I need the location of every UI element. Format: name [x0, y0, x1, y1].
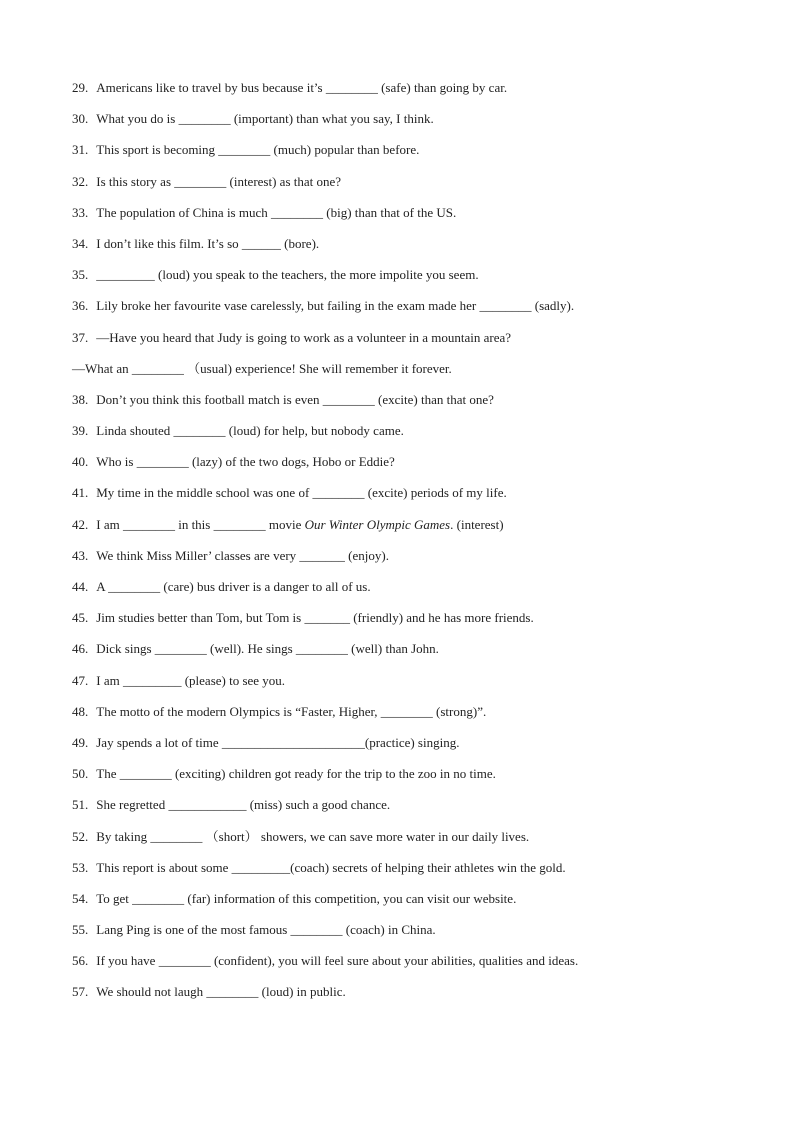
question-text: Dick sings ________ (well). He sings ________ (well) than John.: [96, 641, 439, 657]
question-number: 43.: [72, 547, 89, 563]
exercise-line: [72, 78, 732, 109]
question-text: To get ________ (far) information of this competition, you can visit our website.: [96, 890, 517, 906]
exercise-line: [72, 203, 732, 234]
question-text: Americans like to travel by bus because it’s ________ (safe) than going by car.: [96, 80, 508, 95]
question-text: This sport is becoming ________ (much) popular than before.: [96, 142, 420, 158]
question-number: 53.: [72, 859, 89, 875]
exercise-line: [72, 889, 732, 920]
question-text: The motto of the modern Olympics is “Faster, Higher, ________ (strong)”.: [96, 703, 487, 719]
question-number: 36.: [72, 298, 89, 314]
exercise-line: [72, 764, 732, 795]
exercise-line: [72, 452, 732, 483]
question-text: What you do is ________ (important) than what you say, I think.: [96, 111, 434, 127]
exercise-line: [72, 109, 732, 140]
exercise-sheet: [72, 78, 732, 1014]
question-number: 33.: [72, 204, 89, 220]
exercise-line: [72, 858, 732, 889]
question-text: I don’t like this film. It’s so ______ (bore).: [96, 235, 320, 251]
question-number: 46.: [72, 641, 89, 657]
question-text: Is this story as ________ (interest) as that one?: [96, 173, 342, 189]
movie-title: Our Winter Olympic Games: [304, 516, 451, 532]
question-number: 45.: [72, 610, 89, 626]
exercise-line: [72, 390, 732, 421]
exercise-line: [72, 234, 732, 265]
exercise-line: [72, 359, 732, 390]
exercise-line: [72, 421, 732, 452]
question-number: 39.: [72, 423, 89, 439]
question-text: Jim studies better than Tom, but Tom is _______ (friendly) and he has more friends.: [96, 610, 534, 626]
question-number: 37.: [72, 329, 89, 345]
exercise-line: [72, 827, 732, 858]
exercise-line: [72, 702, 732, 733]
question-number: 55.: [72, 922, 89, 938]
exercise-line: [72, 546, 732, 577]
exercise-line: [72, 140, 732, 171]
question-text: My time in the middle school was one of ________ (excite) periods of my life.: [96, 485, 507, 501]
question-number: 49.: [72, 734, 89, 750]
question-text: She regretted ____________ (miss) such a good chance.: [96, 797, 391, 813]
exercise-line: [72, 296, 732, 327]
question-number: 50.: [72, 766, 89, 782]
exercise-line: [72, 483, 732, 514]
exercise-line: [72, 733, 732, 764]
question-number: 52.: [72, 828, 89, 844]
exercise-line: [72, 172, 732, 203]
question-text: By taking ________ （short） showers, we can save more water in our daily lives.: [96, 828, 530, 844]
exercise-line: [72, 608, 732, 639]
question-text: This report is about some _________(coach) secrets of helping their athletes win the gold.: [96, 859, 566, 875]
question-number: 41.: [72, 485, 89, 501]
question-number: 34.: [72, 235, 89, 251]
question-text: _________ (loud) you speak to the teachers, the more impolite you seem.: [96, 267, 479, 283]
exercise-line: [72, 328, 732, 359]
question-text: —Have you heard that Judy is going to work as a volunteer in a mountain area?: [96, 329, 512, 345]
question-number: 31.: [72, 142, 89, 158]
exercise-line: [72, 265, 732, 296]
question-number: 48.: [72, 703, 89, 719]
question-text: A ________ (care) bus driver is a danger to all of us.: [96, 579, 371, 594]
question-number: 44.: [72, 579, 89, 594]
question-text: Linda shouted ________ (loud) for help, but nobody came.: [96, 423, 404, 439]
question-text-after: . (interest): [450, 516, 504, 532]
question-text: Lily broke her favourite vase carelessly, but failing in the exam made her ________ (sadly).: [96, 298, 575, 314]
question-text: Don’t you think this football match is even ________ (excite) than that one?: [96, 391, 494, 407]
question-text: I am ________ in this ________ movie: [96, 516, 302, 532]
question-text: The population of China is much ________ (big) than that of the US.: [96, 204, 457, 220]
exercise-line: [72, 795, 732, 826]
question-text: The ________ (exciting) children got ready for the trip to the zoo in no time.: [96, 766, 496, 782]
exercise-line: [72, 920, 732, 951]
exercise-line: [72, 951, 732, 982]
question-number: 35.: [72, 267, 89, 283]
question-number: 57.: [72, 984, 89, 1000]
exercise-line: [72, 982, 732, 1013]
question-number: 30.: [72, 111, 89, 127]
exercise-line: [72, 671, 732, 702]
question-text: —What an ________ （usual) experience! She will remember it forever.: [72, 360, 452, 376]
question-number: 51.: [72, 797, 89, 813]
question-number: 38.: [72, 391, 89, 407]
exercise-line: [72, 515, 732, 546]
question-text: Jay spends a lot of time ______________________(practice) singing.: [96, 734, 460, 750]
question-number: 32.: [72, 173, 89, 189]
question-text: Lang Ping is one of the most famous ________ (coach) in China.: [96, 922, 436, 938]
question-text: We should not laugh ________ (loud) in public.: [96, 984, 346, 1000]
question-number: 42.: [72, 516, 89, 532]
question-number: 47.: [72, 672, 89, 688]
exercise-line: [72, 577, 732, 608]
question-number: 40.: [72, 454, 89, 470]
question-text: I am _________ (please) to see you.: [96, 672, 286, 688]
exercise-line: [72, 639, 732, 670]
question-text: We think Miss Miller’ classes are very _______ (enjoy).: [96, 547, 389, 563]
question-number: 54.: [72, 890, 89, 906]
question-text: If you have ________ (confident), you will feel sure about your abilities, qualities and ideas.: [96, 953, 579, 969]
question-number: 56.: [72, 953, 89, 969]
question-number: 29.: [72, 80, 89, 95]
question-text: Who is ________ (lazy) of the two dogs, Hobo or Eddie?: [96, 454, 395, 470]
